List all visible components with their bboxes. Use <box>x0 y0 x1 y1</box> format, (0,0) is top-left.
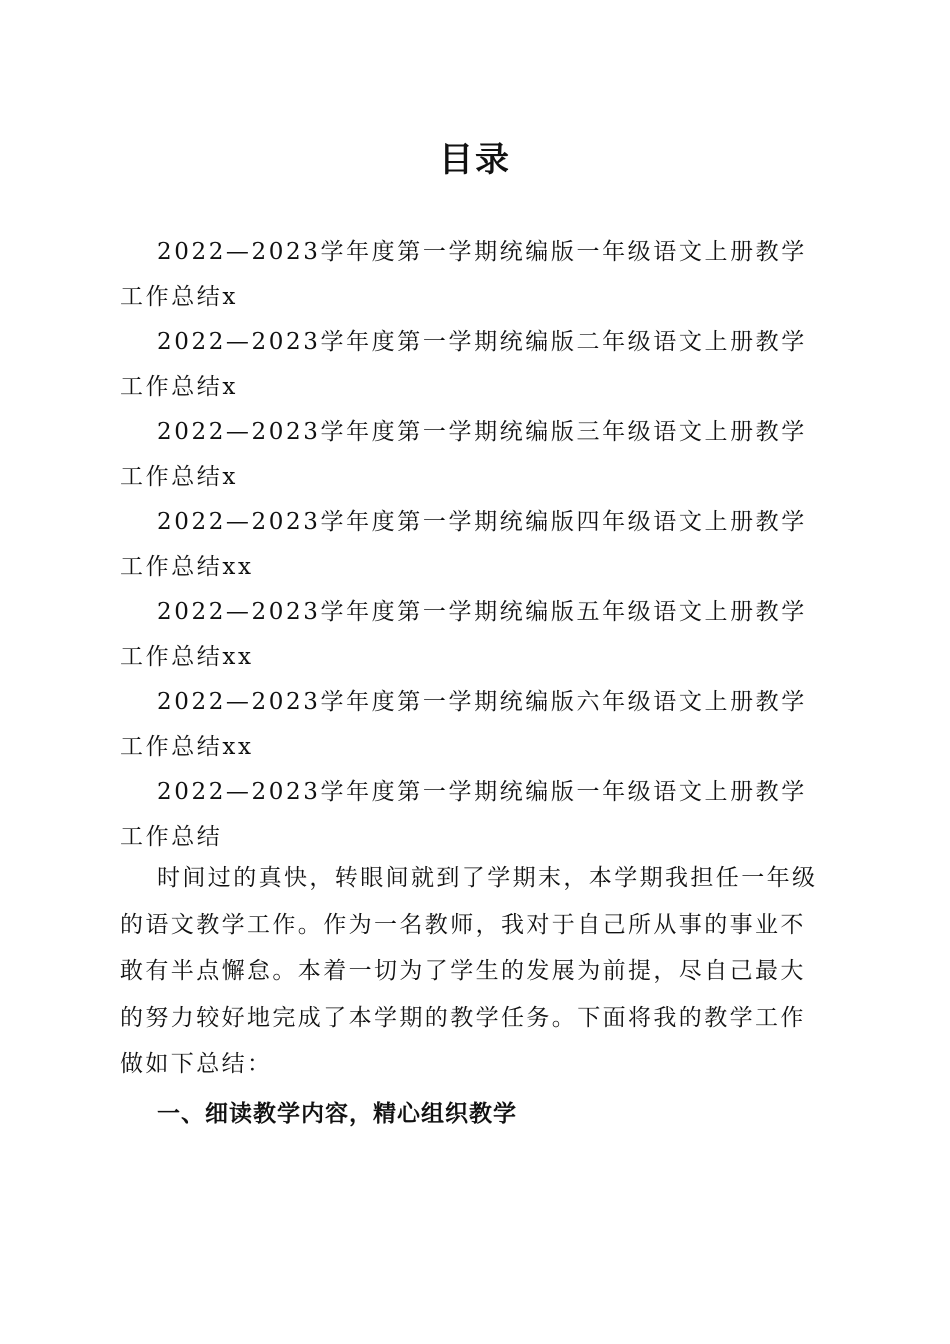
toc-entry[interactable]: 2022—2023学年度第一学期统编版五年级语文上册教学工作总结xx <box>120 599 807 670</box>
toc-entry[interactable]: 2022—2023学年度第一学期统编版一年级语文上册教学工作总结 <box>120 779 807 850</box>
table-of-contents <box>120 230 830 860</box>
section-heading: 一、细读教学内容，精心组织教学 <box>157 1100 517 1127</box>
intro-paragraph: 时间过的真快，转眼间就到了学期末，本学期我担任一年级的语文教学工作。作为一名教师，我对于自己所从事的事业不敢有半点懈怠。本着一切为了学生的发展为前提，尽自己最大的努力较好地完成了本学期的教学任务。下面将我的教学工作做如下总结： <box>120 865 818 1077</box>
toc-entry[interactable]: 2022—2023学年度第一学期统编版四年级语文上册教学工作总结xx <box>120 509 807 580</box>
toc-entry[interactable]: 2022—2023学年度第一学期统编版三年级语文上册教学工作总结x <box>120 419 807 490</box>
toc-entry[interactable]: 2022—2023学年度第一学期统编版一年级语文上册教学工作总结x <box>120 239 807 310</box>
toc-entry[interactable]: 2022—2023学年度第一学期统编版六年级语文上册教学工作总结xx <box>120 689 807 760</box>
toc-entry[interactable]: 2022—2023学年度第一学期统编版二年级语文上册教学工作总结x <box>120 329 807 400</box>
page-title: 目录 <box>439 140 511 180</box>
document-body <box>120 855 830 1137</box>
